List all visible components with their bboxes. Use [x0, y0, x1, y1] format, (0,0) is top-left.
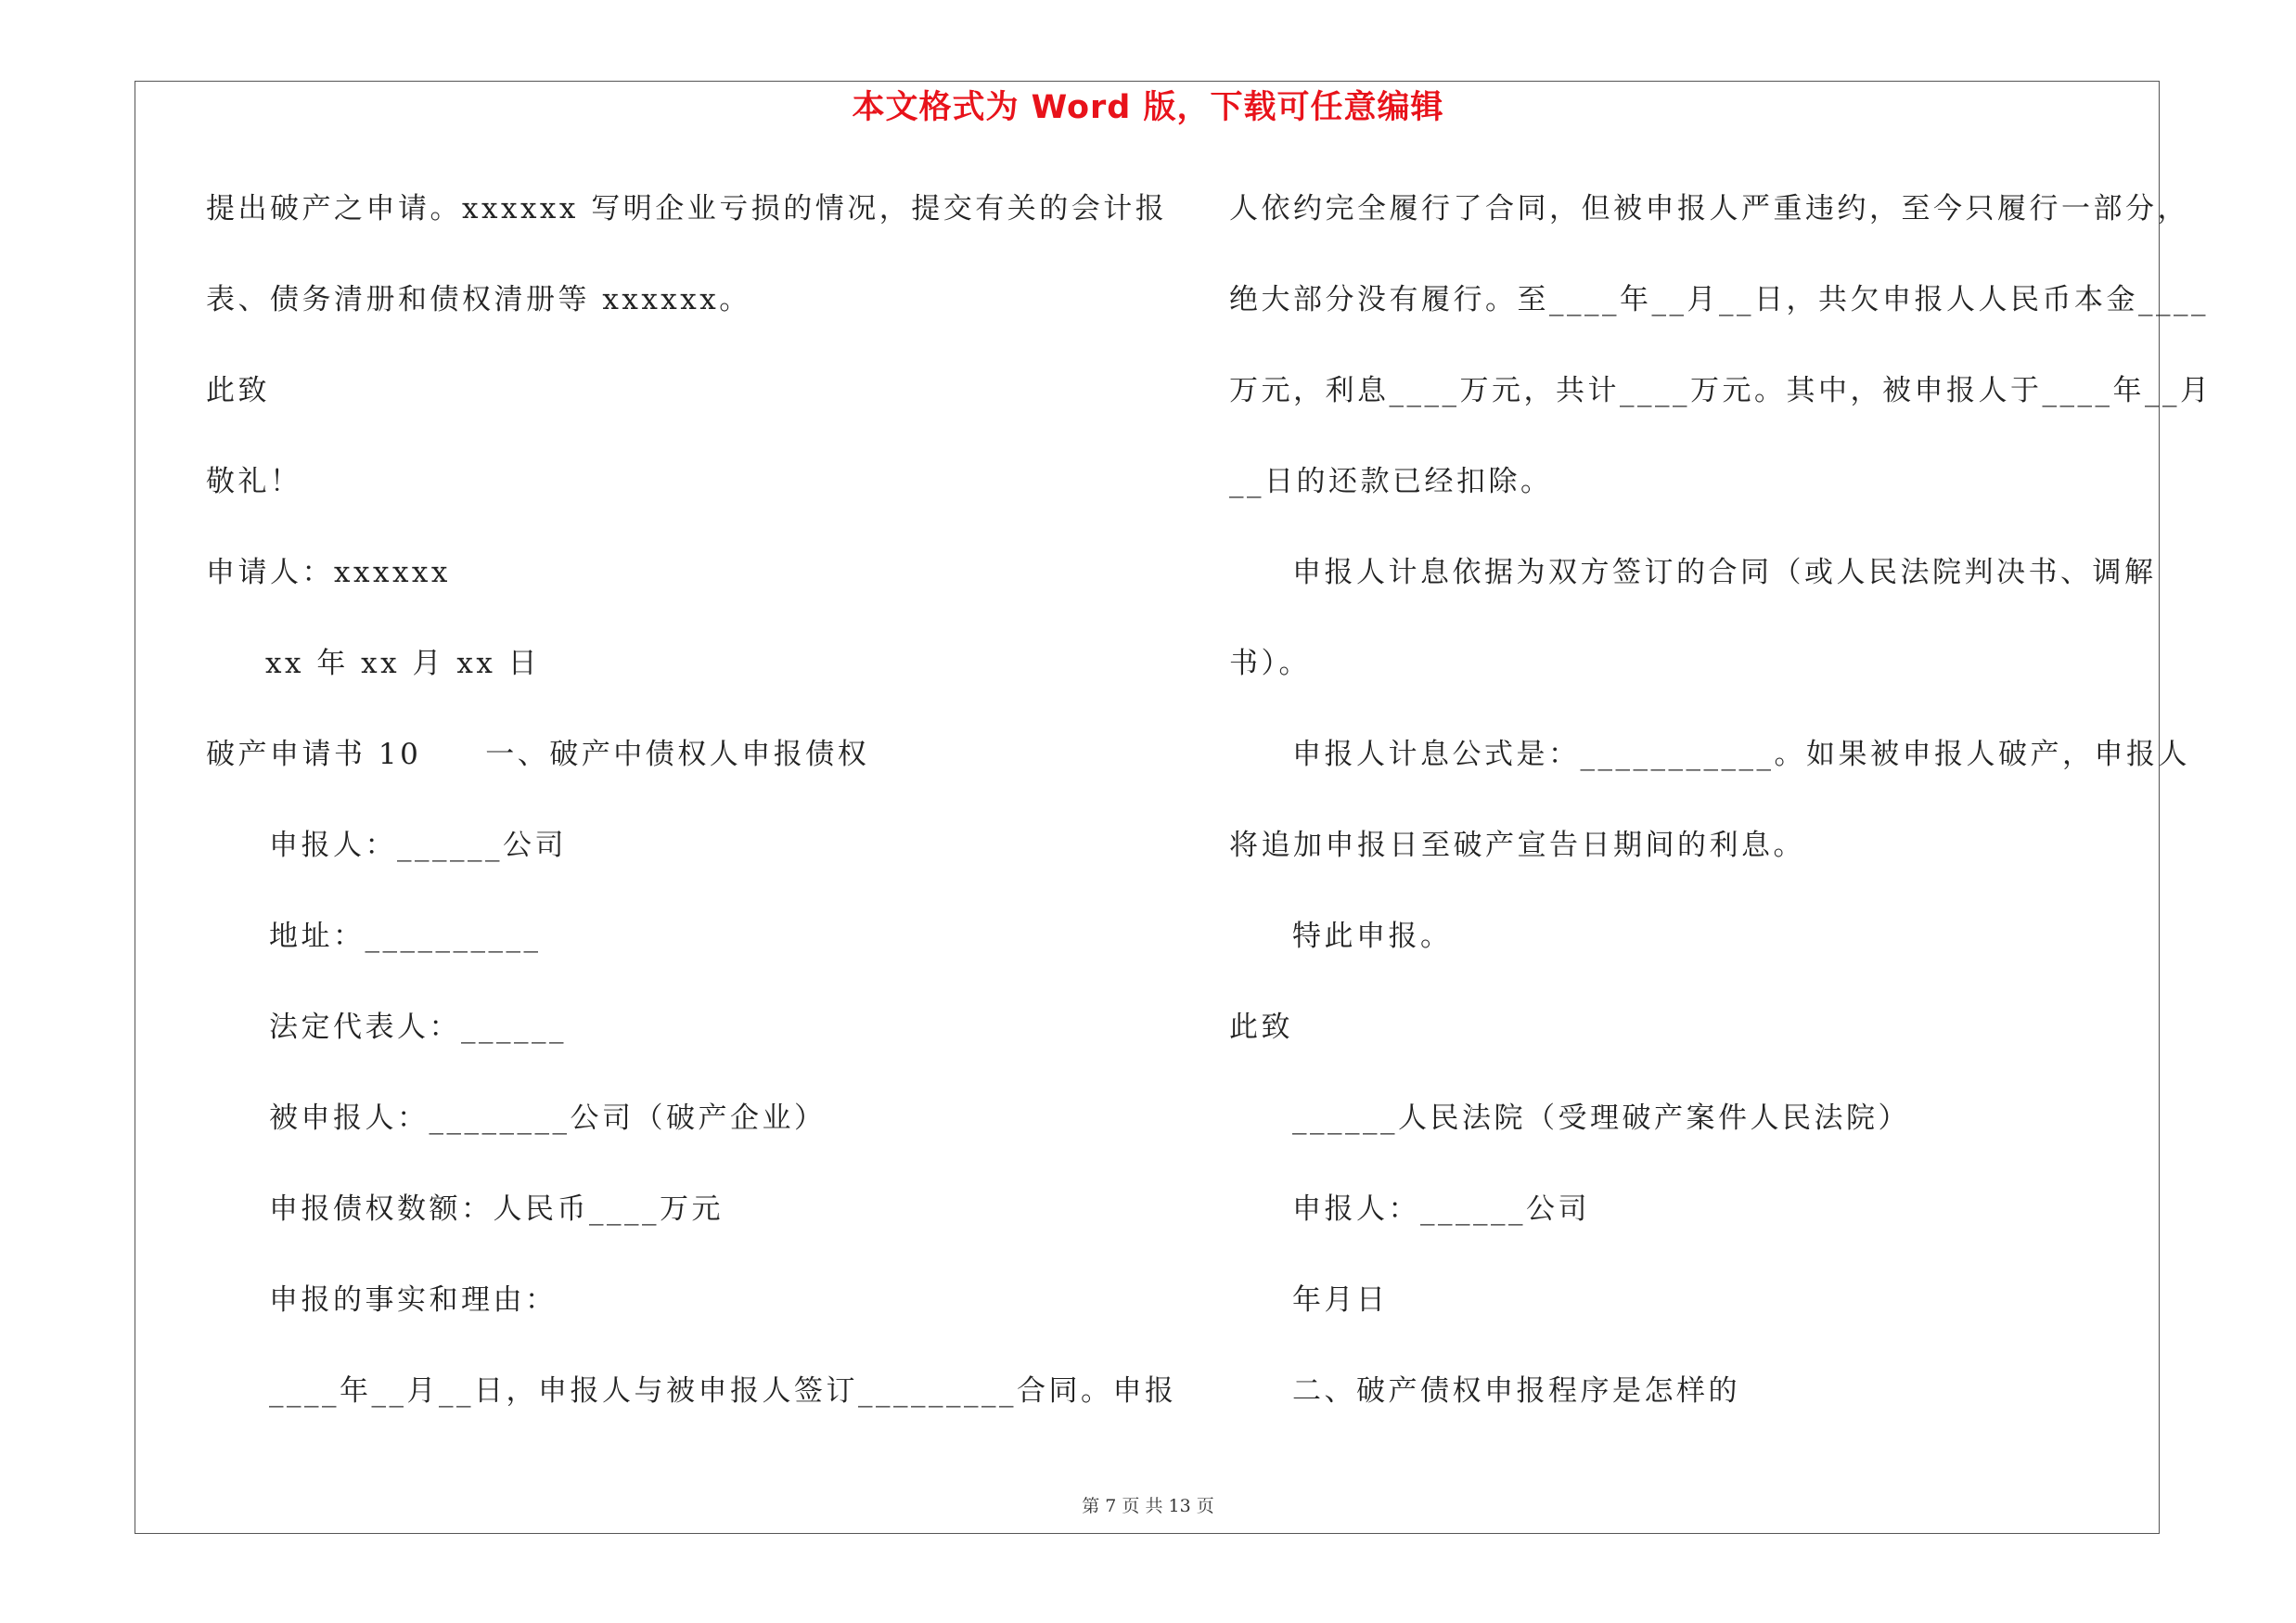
- section-heading: 二、破产债权申报程序是怎样的: [1292, 1374, 1740, 1408]
- word-format-banner: 本文格式为 Word 版，下载可任意编辑: [852, 89, 1444, 126]
- text-line: 敬礼！: [206, 465, 302, 498]
- text-line: ______人民法院（受理破产案件人民法院）: [1292, 1101, 1910, 1135]
- text-line: 书）。: [1229, 647, 1311, 680]
- text-line: ____年__月__日，申报人与被申报人签订_________合同。申报: [269, 1374, 1177, 1408]
- text-line: 申报的事实和理由：: [269, 1283, 558, 1317]
- text-line: 申报人计息依据为双方签订的合同（或人民法院判决书、调解: [1292, 556, 2157, 589]
- text-line: 被申报人：________公司（破产企业）: [269, 1101, 827, 1135]
- text-line: 申请人：xxxxxx: [206, 556, 451, 589]
- text-line: 法定代表人：______: [269, 1011, 567, 1044]
- text-line: xx 年 xx 月 xx 日: [265, 647, 541, 680]
- text-line: 提出破产之申请。xxxxxx 写明企业亏损的情况，提交有关的会计报: [206, 192, 1168, 225]
- text-line: 此致: [206, 374, 270, 407]
- text-line: 年月日: [1292, 1283, 1389, 1317]
- text-line: 申报人计息公式是：___________。如果被申报人破产，申报人: [1292, 738, 2190, 771]
- text-line: 将追加申报日至破产宣告日期间的利息。: [1229, 829, 1805, 862]
- text-line: 地址：__________: [269, 920, 542, 953]
- text-line: 表、债务清册和债权清册等 xxxxxx。: [206, 283, 751, 316]
- page-number-footer: 第 7 页 共 13 页: [1082, 1496, 1214, 1516]
- text-line: 此致: [1229, 1011, 1293, 1044]
- text-line: 人依约完全履行了合同，但被申报人严重违约，至今只履行一部分，: [1229, 192, 2189, 225]
- text-line: 申报人：______公司: [1292, 1192, 1590, 1226]
- text-line: 特此申报。: [1292, 920, 1453, 953]
- text-line: 万元，利息____万元，共计____万元。其中，被申报人于____年__月: [1229, 374, 2213, 407]
- text-line: 申报债权数额：人民币____万元: [269, 1192, 724, 1226]
- text-line: 申报人：______公司: [269, 829, 567, 862]
- text-line: __日的还款已经扣除。: [1229, 465, 1553, 498]
- section-heading: 破产申请书 10 一、破产中债权人申报债权: [206, 738, 870, 771]
- text-line: 绝大部分没有履行。至____年__月__日，共欠申报人人民币本金____: [1229, 283, 2209, 316]
